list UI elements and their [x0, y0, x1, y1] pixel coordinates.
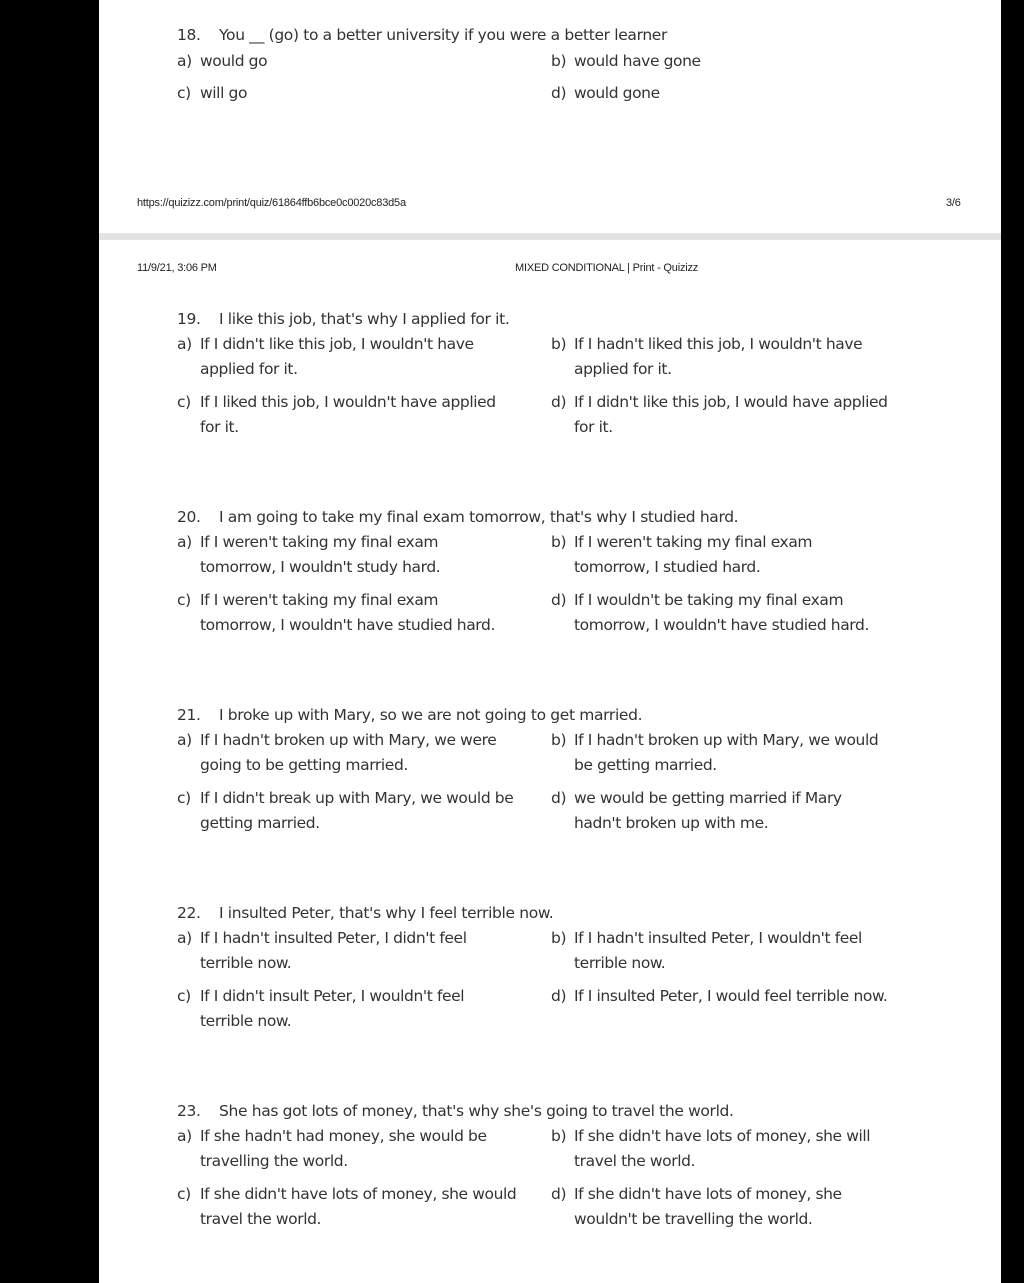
option-text: If I liked this job, I wouldn't have applied for it.: [200, 393, 496, 436]
option-letter: c): [177, 1185, 191, 1203]
question-text: She has got lots of money, that's why she's going to travel the world.: [219, 1102, 734, 1120]
option-letter: a): [177, 731, 192, 749]
option-letter: a): [177, 1127, 192, 1145]
option-d: [551, 390, 891, 440]
option-text: If I hadn't broken up with Mary, we were going to be getting married.: [200, 731, 497, 774]
option-letter: a): [177, 52, 192, 70]
option-b: [551, 728, 891, 778]
option-letter: d): [551, 393, 567, 411]
option-text: If I weren't taking my final exam tomorrow, I wouldn't study hard.: [200, 533, 441, 576]
question-number: 23.: [177, 1102, 201, 1120]
question-text: I am going to take my final exam tomorrow, that's why I studied hard.: [219, 508, 739, 526]
option-b: [551, 530, 891, 580]
question-stem: [177, 904, 937, 928]
option-letter: c): [177, 987, 191, 1005]
option-text: would gone: [574, 84, 660, 102]
page-separator: [99, 233, 1001, 240]
option-a: [177, 926, 517, 976]
option-b: [551, 926, 891, 976]
option-letter: d): [551, 789, 567, 807]
question-number: 18.: [177, 26, 201, 44]
option-d: [551, 984, 891, 1009]
option-letter: b): [551, 335, 567, 353]
option-text: we would be getting married if Mary hadn't broken up with me.: [574, 789, 842, 832]
option-text: If I didn't like this job, I wouldn't have applied for it.: [200, 335, 474, 378]
option-text: If I didn't like this job, I would have applied for it.: [574, 393, 888, 436]
option-letter: a): [177, 533, 192, 551]
option-text: would go: [200, 52, 268, 70]
question-number: 19.: [177, 310, 201, 328]
option-a: [177, 49, 517, 74]
option-text: If she didn't have lots of money, she will travel the world.: [574, 1127, 871, 1170]
option-text: If I hadn't insulted Peter, I didn't feel terrible now.: [200, 929, 467, 972]
option-d: [551, 81, 891, 106]
option-c: [177, 81, 517, 106]
question-19: [177, 310, 937, 436]
question-number: 21.: [177, 706, 201, 724]
option-text: If she hadn't had money, she would be travelling the world.: [200, 1127, 487, 1170]
question-stem: [177, 508, 937, 532]
option-text: would have gone: [574, 52, 701, 70]
option-text: If I didn't insult Peter, I wouldn't feel terrible now.: [200, 987, 465, 1030]
question-text: You __ (go) to a better university if you were a better learner: [219, 26, 668, 44]
print-footer-url: https://quizizz.com/print/quiz/61864ffb6bce0c0020c83d5a: [137, 197, 406, 209]
question-stem: [177, 706, 937, 730]
option-letter: a): [177, 335, 192, 353]
option-text: If I weren't taking my final exam tomorrow, I studied hard.: [574, 533, 813, 576]
question-stem: [177, 310, 937, 334]
option-letter: d): [551, 84, 567, 102]
option-b: [551, 1124, 891, 1174]
option-text: If I hadn't liked this job, I wouldn't have applied for it.: [574, 335, 863, 378]
option-d: [551, 588, 891, 638]
option-letter: b): [551, 1127, 567, 1145]
option-a: [177, 1124, 517, 1174]
option-letter: c): [177, 393, 191, 411]
option-c: [177, 1182, 517, 1232]
option-a: [177, 530, 517, 580]
question-text: I like this job, that's why I applied for it.: [219, 310, 510, 328]
question-number: 22.: [177, 904, 201, 922]
question-number: 20.: [177, 508, 201, 526]
question-21: [177, 706, 937, 832]
option-text: If I wouldn't be taking my final exam tomorrow, I wouldn't have studied hard.: [574, 591, 869, 634]
option-letter: b): [551, 929, 567, 947]
question-20: [177, 508, 937, 634]
print-header-title: MIXED CONDITIONAL | Print - Quizizz: [515, 262, 699, 274]
option-b: [551, 332, 891, 382]
option-letter: d): [551, 987, 567, 1005]
question-18: [177, 26, 937, 102]
option-c: [177, 390, 517, 440]
print-header-datetime: 11/9/21, 3:06 PM: [137, 262, 217, 274]
question-text: I insulted Peter, that's why I feel terrible now.: [219, 904, 554, 922]
option-letter: a): [177, 929, 192, 947]
option-d: [551, 786, 891, 836]
option-letter: b): [551, 533, 567, 551]
option-letter: b): [551, 52, 567, 70]
option-text: If I insulted Peter, I would feel terrible now.: [574, 987, 888, 1005]
question-stem: [177, 1102, 937, 1126]
option-d: [551, 1182, 891, 1232]
option-text: If I weren't taking my final exam tomorrow, I wouldn't have studied hard.: [200, 591, 495, 634]
option-text: If I hadn't broken up with Mary, we would be getting married.: [574, 731, 879, 774]
option-c: [177, 786, 517, 836]
option-letter: d): [551, 591, 567, 609]
option-a: [177, 332, 517, 382]
question-23: [177, 1102, 937, 1228]
option-text: will go: [200, 84, 248, 102]
option-c: [177, 588, 517, 638]
option-text: If I didn't break up with Mary, we would be getting married.: [200, 789, 514, 832]
option-letter: d): [551, 1185, 567, 1203]
option-a: [177, 728, 517, 778]
option-letter: c): [177, 789, 191, 807]
option-text: If she didn't have lots of money, she would travel the world.: [200, 1185, 517, 1228]
option-letter: c): [177, 591, 191, 609]
option-c: [177, 984, 517, 1034]
option-text: If I hadn't insulted Peter, I wouldn't feel terrible now.: [574, 929, 862, 972]
question-stem: [177, 26, 937, 50]
print-footer-page-number: 3/6: [946, 197, 961, 209]
option-b: [551, 49, 891, 74]
option-letter: b): [551, 731, 567, 749]
option-letter: c): [177, 84, 191, 102]
option-text: If she didn't have lots of money, she wouldn't be travelling the world.: [574, 1185, 842, 1228]
question-22: [177, 904, 937, 1030]
question-text: I broke up with Mary, so we are not going to get married.: [219, 706, 643, 724]
